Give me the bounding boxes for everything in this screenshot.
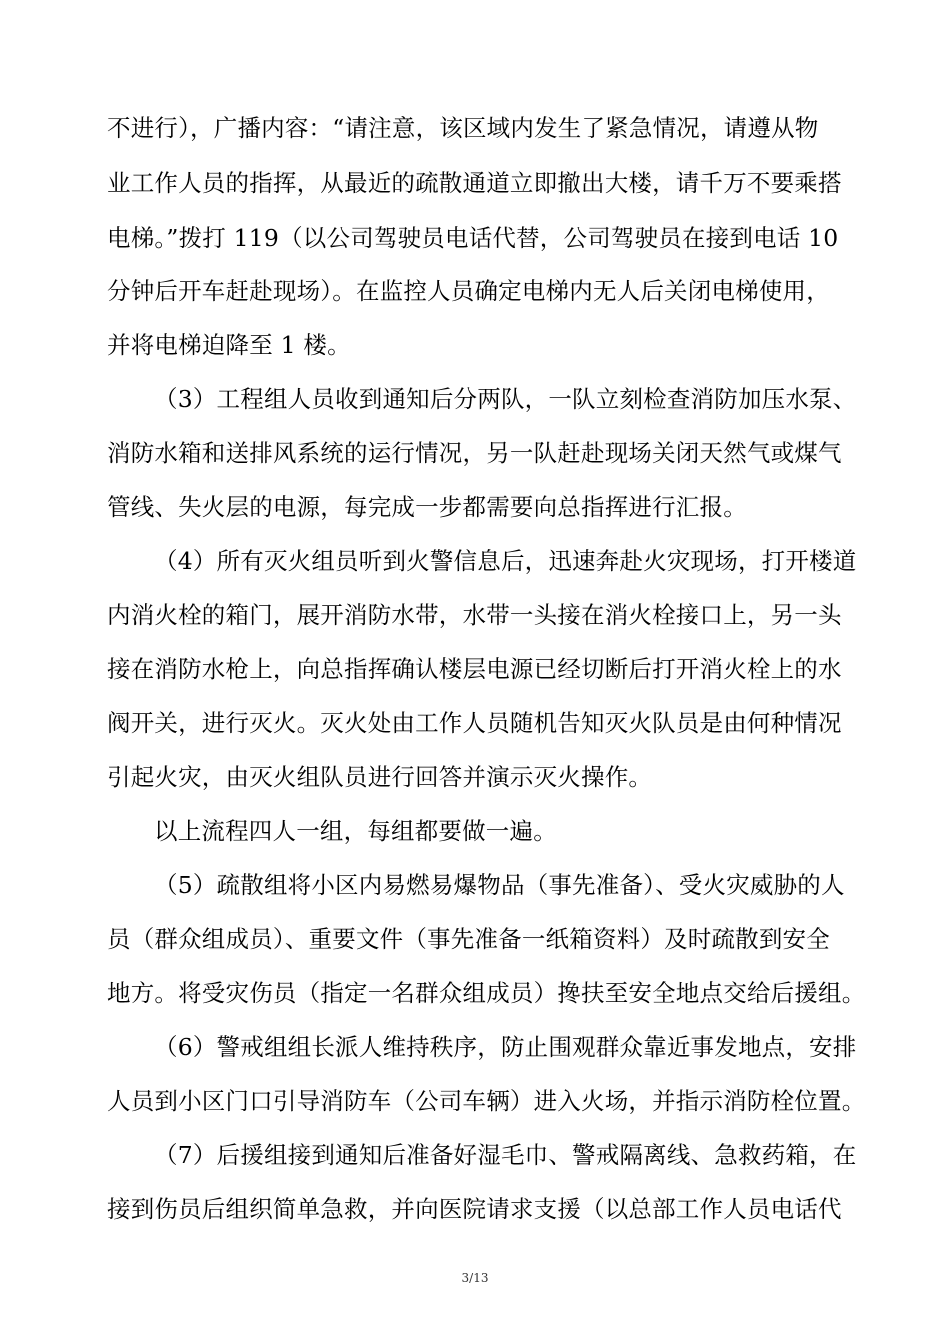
paragraph-line: （5）疏散组将小区内易燃易爆物品（事先准备）、受火灾威胁的人 bbox=[154, 871, 845, 899]
paragraph-line: 接到伤员后组织简单急救，并向医院请求支援（以总部工作人员电话代 bbox=[107, 1195, 842, 1223]
paragraph-line: 接在消防水枪上，向总指挥确认楼层电源已经切断后打开消火栓上的水 bbox=[107, 655, 842, 683]
paragraph-line: （6）警戒组组长派人维持秩序，防止围观群众靠近事发地点，安排 bbox=[154, 1033, 857, 1061]
paragraph-line: 不进行），广播内容：“请注意，该区域内发生了紧急情况，请遵从物 bbox=[107, 114, 819, 142]
paragraph-line: （7）后援组接到通知后准备好湿毛巾、警戒隔离线、急救药箱，在 bbox=[154, 1141, 857, 1169]
paragraph-line: 业工作人员的指挥，从最近的疏散通道立即撤出大楼，请千万不要乘搭 bbox=[107, 169, 842, 197]
paragraph-line: 阀开关，进行灭火。灭火处由工作人员随机告知灭火队员是由何种情况 bbox=[107, 709, 842, 737]
paragraph-line: 人员到小区门口引导消防车（公司车辆）进入火场，并指示消防栓位置。 bbox=[107, 1087, 866, 1115]
paragraph-line: 消防水箱和送排风系统的运行情况，另一队赶赴现场关闭天然气或煤气 bbox=[107, 439, 842, 467]
paragraph-line: （4）所有灭火组员听到火警信息后，迅速奔赴火灾现场，打开楼道 bbox=[154, 547, 857, 575]
paragraph-line: 以上流程四人一组，每组都要做一遍。 bbox=[154, 817, 557, 845]
page-number: 3/13 bbox=[461, 1271, 489, 1285]
paragraph-line: 内消火栓的箱门，展开消防水带，水带一头接在消火栓接口上，另一头 bbox=[107, 601, 842, 629]
paragraph-line: 电梯。”拨打 119（以公司驾驶员电话代替，公司驾驶员在接到电话 10 bbox=[107, 224, 839, 252]
paragraph-line: 地方。将受灾伤员（指定一名群众组成员）搀扶至安全地点交给后援组。 bbox=[107, 979, 866, 1007]
paragraph-line: 并将电梯迫降至 1 楼。 bbox=[107, 331, 351, 359]
paragraph-line: 引起火灾，由灭火组队员进行回答并演示灭火操作。 bbox=[107, 763, 653, 791]
paragraph-line: 员（群众组成员）、重要文件（事先准备一纸箱资料）及时疏散到安全 bbox=[107, 925, 830, 953]
paragraph-line: 分钟后开车赶赴现场）。在监控人员确定电梯内无人后关闭电梯使用， bbox=[107, 277, 830, 305]
paragraph-line: （3）工程组人员收到通知后分两队，一队立刻检查消防加压水泵、 bbox=[154, 385, 857, 413]
paragraph-line: 管线、失火层的电源，每完成一步都需要向总指挥进行汇报。 bbox=[107, 493, 747, 521]
